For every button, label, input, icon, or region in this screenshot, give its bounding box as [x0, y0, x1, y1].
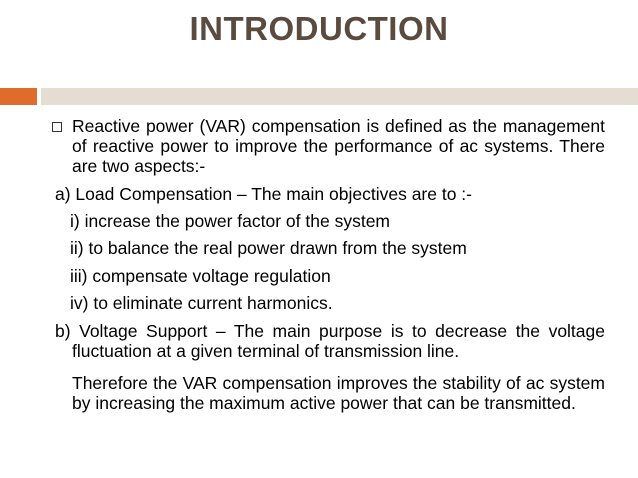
load-item-1: i) increase the power factor of the system	[70, 211, 390, 231]
square-bullet-icon	[52, 122, 62, 132]
load-item-4: iv) to eliminate current harmonics.	[70, 293, 333, 313]
intro-paragraph: Reactive power (VAR) compensation is defined as the management of reactive power to improve the performance of ac systems. There are two aspects:-	[72, 116, 605, 176]
load-item-3: iii) compensate voltage regulation	[70, 266, 331, 286]
load-item-2: ii) to balance the real power drawn from the system	[70, 238, 467, 258]
slide-title: INTRODUCTION	[189, 10, 449, 47]
conclusion-paragraph: Therefore the VAR compensation improves the stability of ac system by increasing the maximum active power that can be transmitted.	[72, 373, 605, 413]
load-compensation-heading: a) Load Compensation – The main objectives are to :-	[55, 184, 472, 204]
voltage-support-text: b) Voltage Support – The main purpose is to decrease the voltage fluctuation at a given terminal of transmission line.	[55, 321, 605, 361]
voltage-support-paragraph	[55, 321, 605, 361]
